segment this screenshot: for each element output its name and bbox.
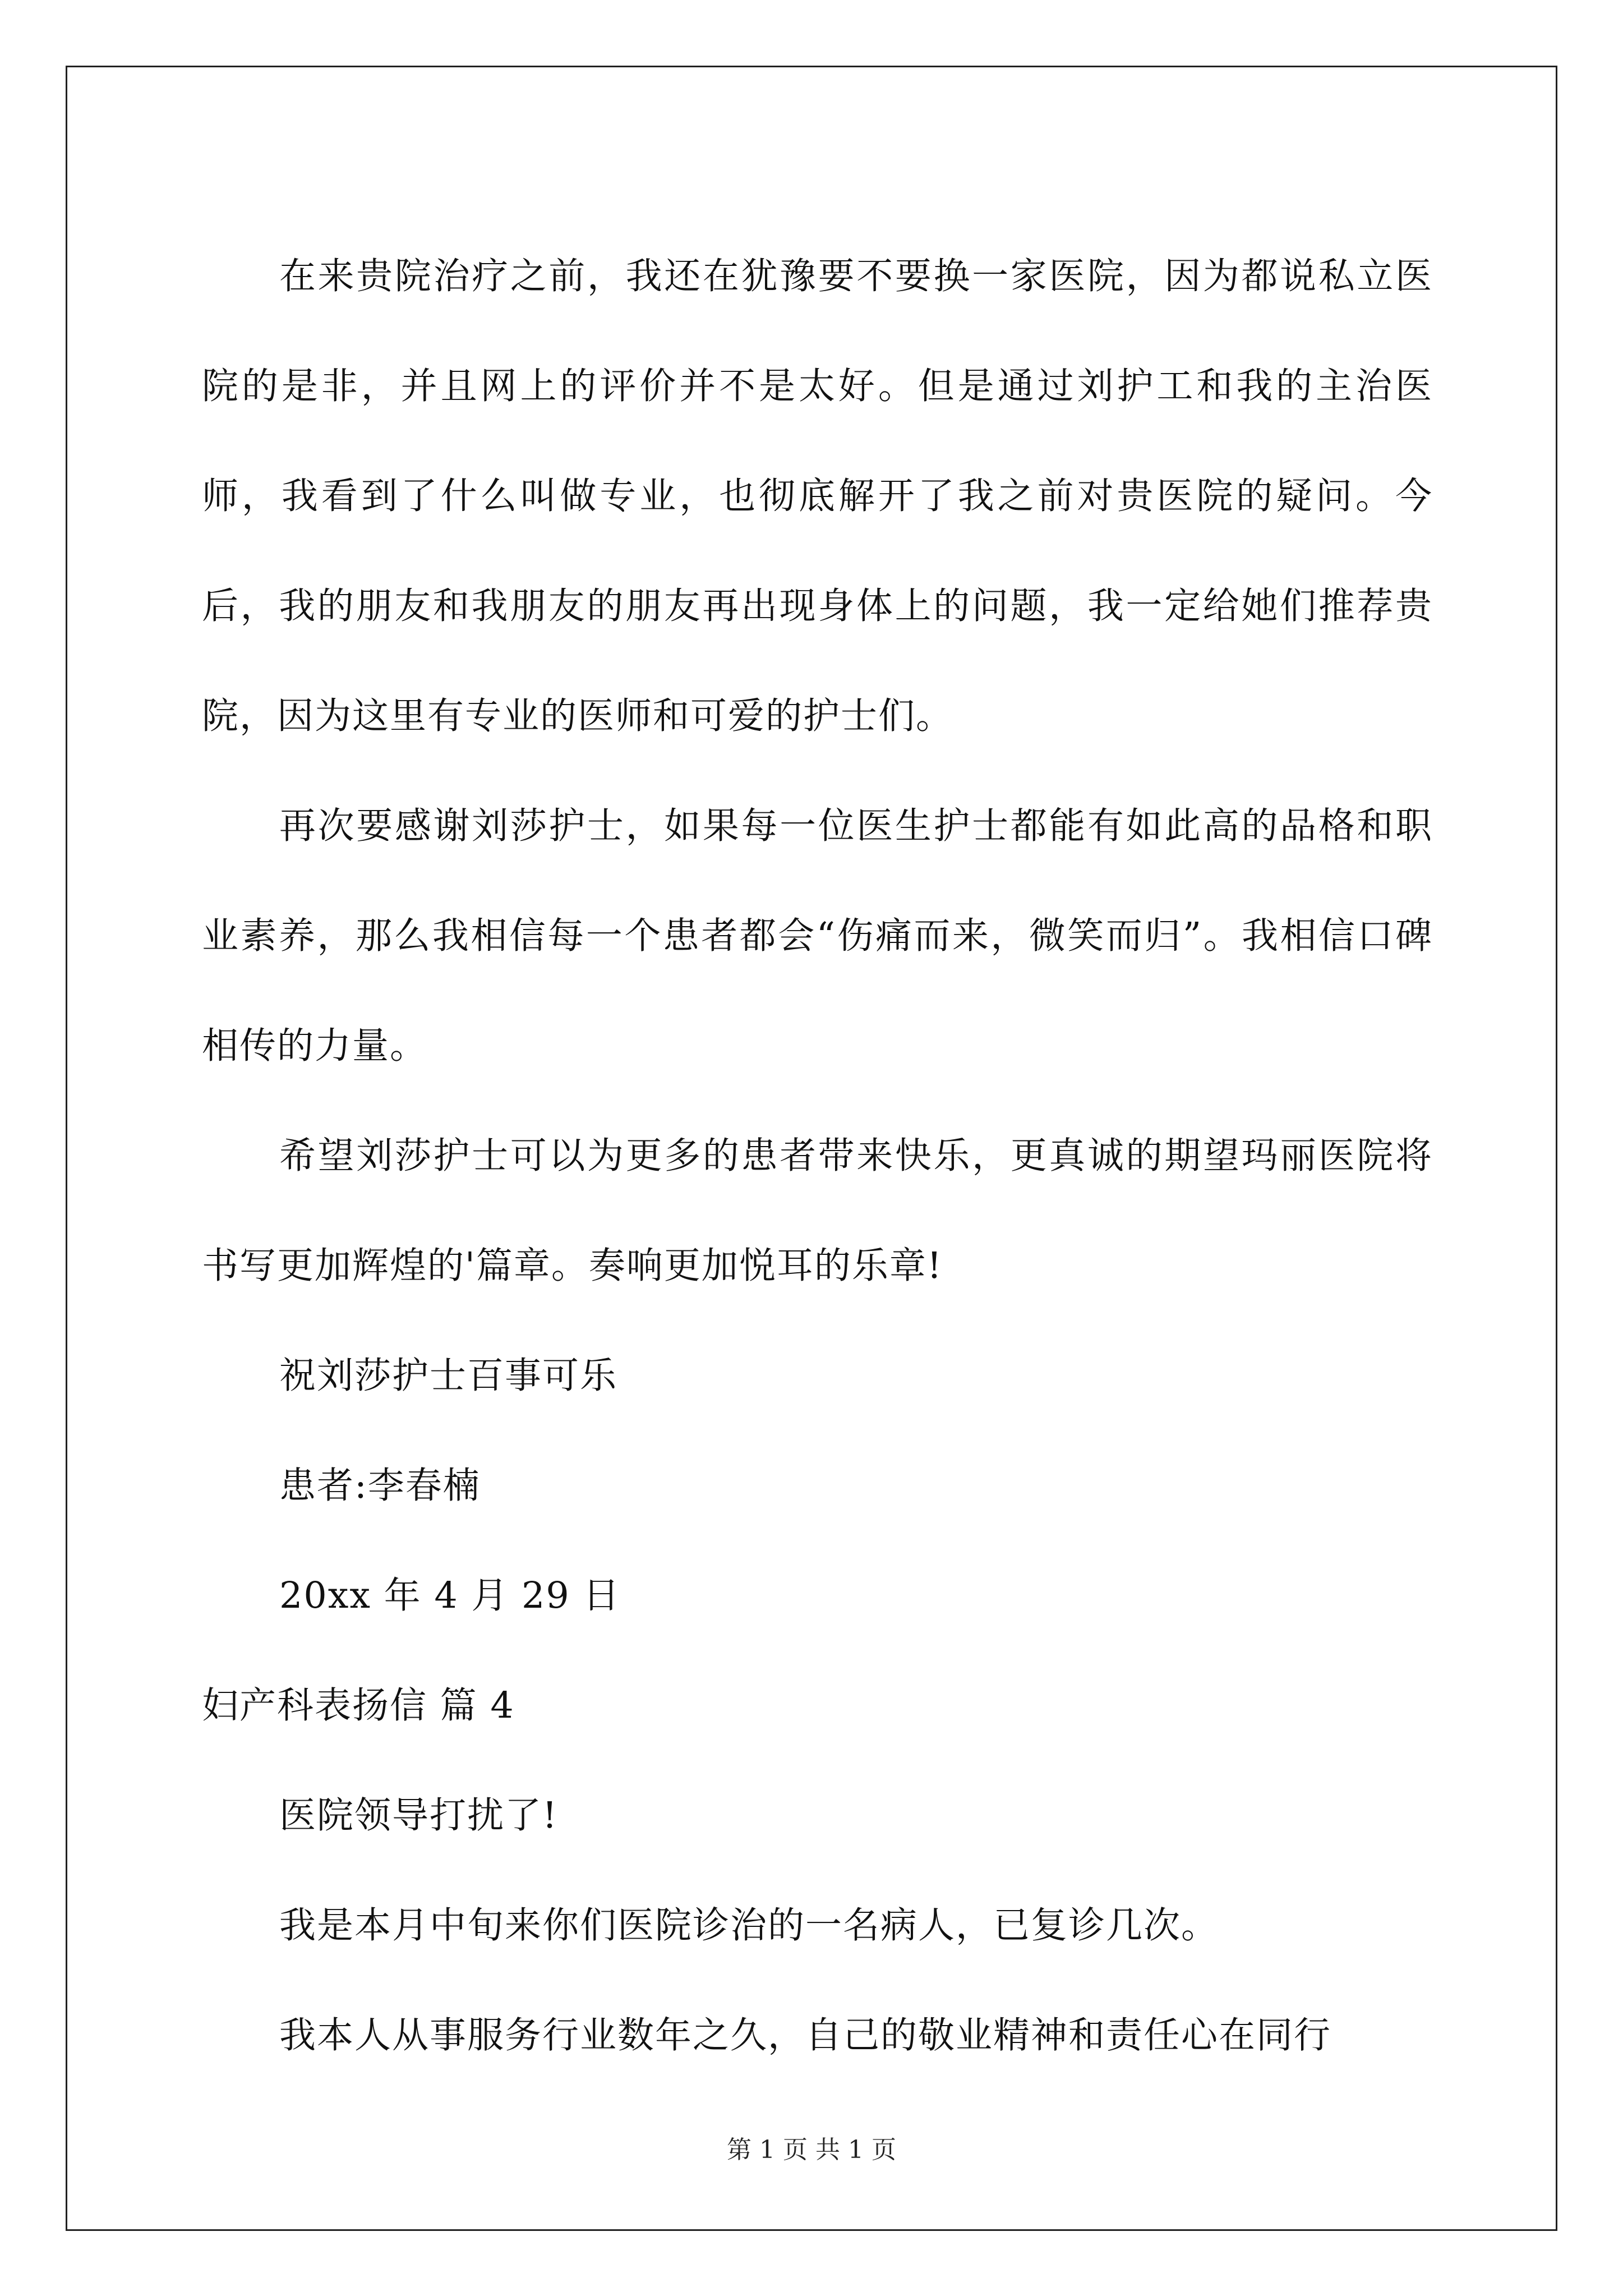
paragraph-3: 希望刘莎护士可以为更多的患者带来快乐，更真诚的期望玛丽医院将书写更加辉煌的'篇章。奏响更加悦耳的乐章! bbox=[202, 1135, 1433, 1287]
document-body bbox=[202, 222, 1433, 2091]
paragraph-9: 我是本月中旬来你们医院诊治的一名病人，已复诊几次。 bbox=[279, 1904, 1219, 1947]
paragraph-6: 20xx 年 4 月 29 日 bbox=[279, 1575, 621, 1617]
paragraph-2: 再次要感谢刘莎护士，如果每一位医生护士都能有如此高的品格和职业素养，那么我相信每一个患者都会“伤痛而来，微笑而归”。我相信口碑相传的力量。 bbox=[202, 805, 1433, 1067]
paragraph-1: 在来贵院治疗之前，我还在犹豫要不要换一家医院，因为都说私立医院的是非，并且网上的评价并不是太好。但是通过刘护工和我的主治医师，我看到了什么叫做专业，也彻底解开了我之前对贵医院的疑问。今后，我的朋友和我朋友的朋友再出现身体上的问题，我一定给她们推荐贵院，因为这里有专业的医师和可爱的护士们。 bbox=[202, 255, 1433, 737]
paragraph-5: 患者:李春楠 bbox=[279, 1465, 481, 1507]
paragraph-8: 医院领导打扰了! bbox=[279, 1795, 559, 1837]
paragraph-4: 祝刘莎护士百事可乐 bbox=[279, 1355, 618, 1397]
section-heading: 妇产科表扬信 篇 4 bbox=[202, 1685, 515, 1727]
page-footer: 第 1 页 共 1 页 bbox=[727, 2136, 896, 2164]
paragraph-10: 我本人从事服务行业数年之久，自己的敬业精神和责任心在同行 bbox=[279, 2014, 1332, 2056]
